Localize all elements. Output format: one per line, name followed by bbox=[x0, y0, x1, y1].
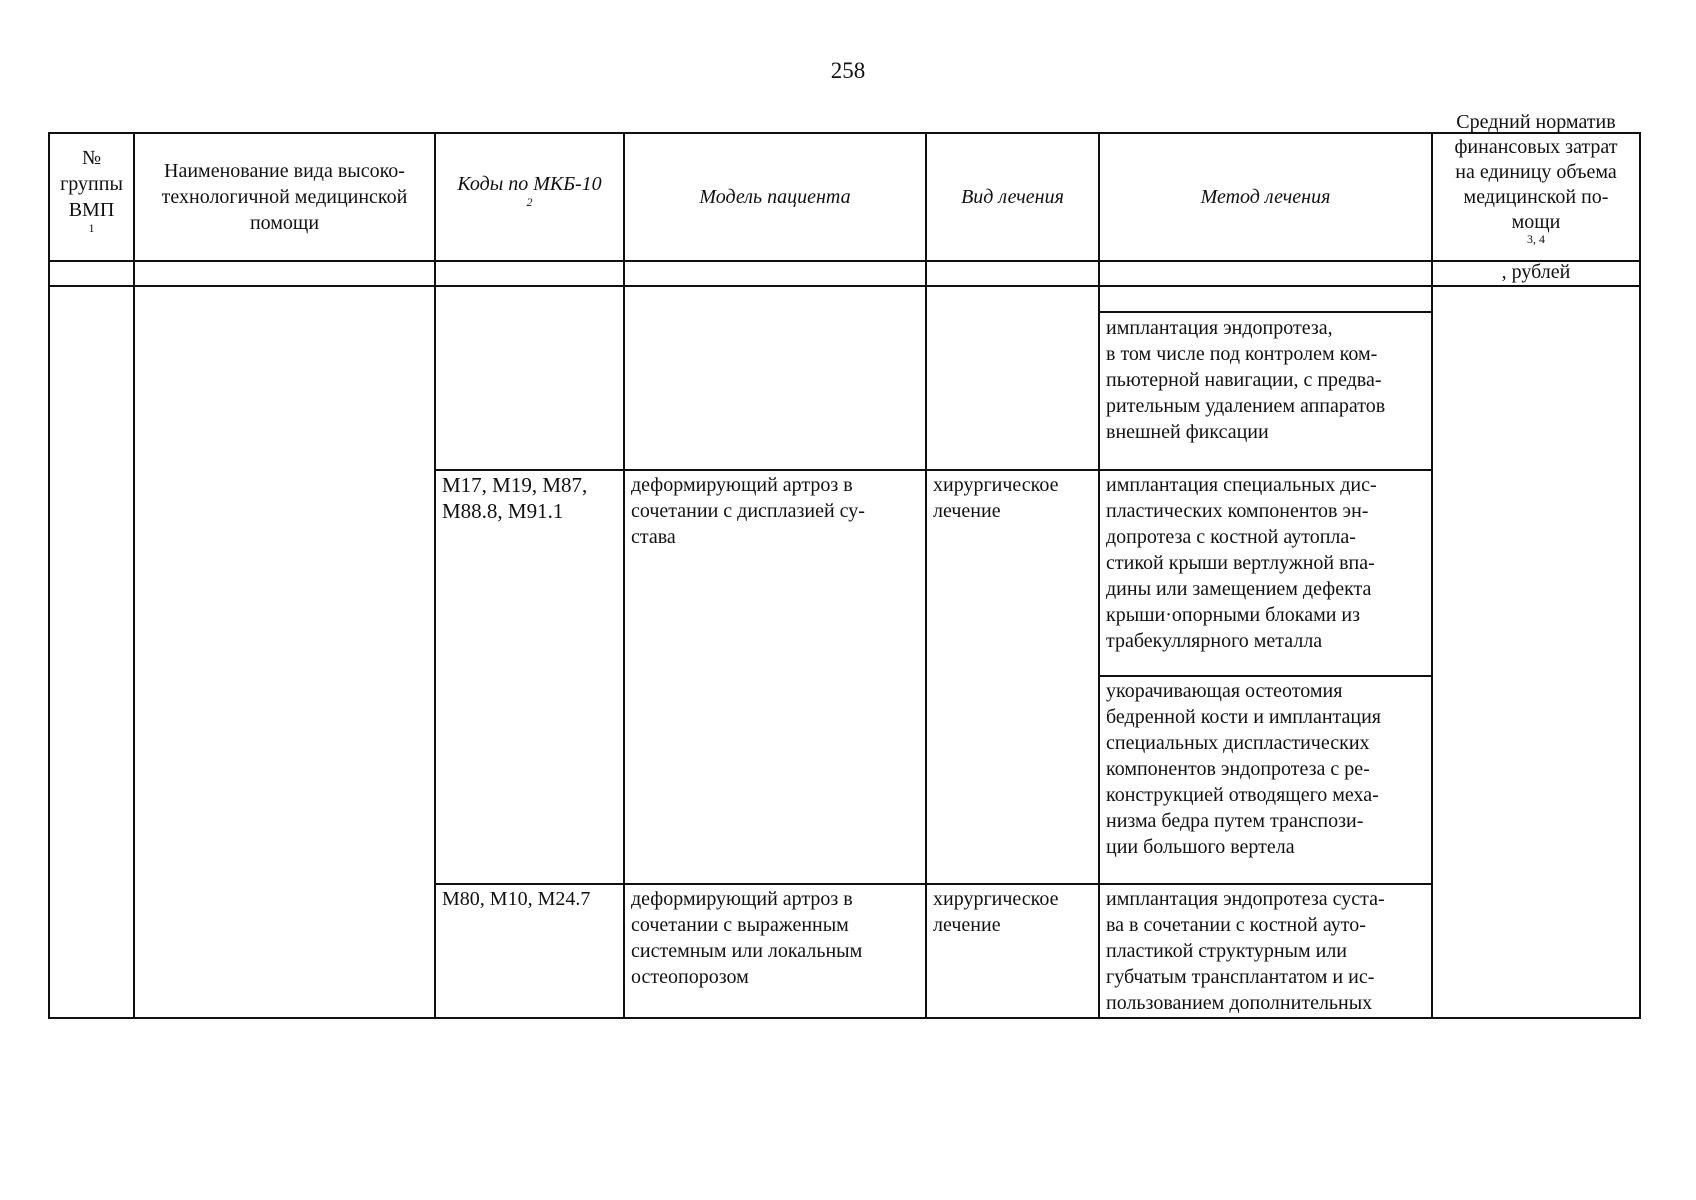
header-group-number-footnote: 1 bbox=[88, 221, 95, 236]
header-name bbox=[135, 134, 434, 260]
header-treatment-method bbox=[1100, 134, 1431, 260]
header-treatment-type-text: Вид лечения bbox=[961, 186, 1064, 208]
col-line-0 bbox=[48, 132, 50, 1019]
header-name-text: Наименование вида высоко- технологичной медицинской помощи bbox=[161, 160, 408, 234]
header-treatment-method-text: Метод лечения bbox=[1200, 186, 1331, 208]
table-bottom-border bbox=[48, 1017, 1641, 1019]
header-cost-text: Средний норматив финансовых затрат на единицу объема медицинской по- мощи bbox=[1454, 110, 1618, 233]
header-patient-model-text: Модель пациента bbox=[699, 186, 851, 208]
header-group-number-text: № группы ВМП bbox=[60, 147, 123, 221]
method-cell-2: укорачивающая остеотомия бедренной кости и имплантация специальных диспластических компонентов эндопротеза с ре- конструкцией отводящего меха- низма бедра путем транспози- ции большого вертела bbox=[1106, 680, 1381, 858]
spacer-row-bottom-border bbox=[48, 285, 1641, 287]
row-separator-codes-2 bbox=[434, 883, 1100, 885]
codes-cell-2: M80, M10, M24.7 bbox=[442, 888, 591, 910]
header-treatment-type bbox=[927, 134, 1098, 260]
type-cell-1: хирургическое лечение bbox=[933, 474, 1059, 522]
method-cell-3: имплантация эндопротеза суста- ва в сочетании с костной ауто- пластикой структурным или губчатым трансплантатом и ис- пользованием дополнительных bbox=[1106, 888, 1385, 1014]
model-cell-2: деформирующий артроз в сочетании с выраженным системным или локальным остеопорозом bbox=[631, 888, 863, 988]
header-group-number bbox=[50, 134, 133, 260]
header-bottom-border bbox=[48, 260, 1641, 262]
method-cell-1: имплантация специальных дис- пластических компонентов эн- допротеза с костной аутопла- стикой крыши вертлужной впа- дины или замещением дефекта крыши·опорными блоками из трабекуллярного металла bbox=[1106, 474, 1377, 652]
type-cell-2: хирургическое лечение bbox=[933, 888, 1059, 936]
codes-cell-1: M17, M19, M87, M88.8, M91.1 bbox=[442, 473, 588, 523]
col-line-6 bbox=[1431, 132, 1433, 1019]
header-cost-tail: , рублей bbox=[1501, 260, 1571, 283]
header-codes bbox=[436, 134, 623, 260]
row-separator-method-1 bbox=[1098, 469, 1433, 471]
header-codes-footnote: 2 bbox=[526, 195, 533, 210]
method-cell-0: имплантация эндопротеза, в том числе под контролем ком- пьютерной навигации, с предва- рительным удалением аппаратов внешней фиксации bbox=[1106, 317, 1386, 443]
header-patient-model bbox=[625, 134, 925, 260]
header-cost-footnote: 3, 4 bbox=[1526, 231, 1545, 246]
row-separator-method-2 bbox=[1098, 675, 1433, 677]
page-number: 258 bbox=[830, 58, 866, 83]
col-line-7 bbox=[1639, 132, 1641, 1019]
row-separator-method-3 bbox=[1098, 883, 1433, 885]
row-separator-method-0 bbox=[1098, 311, 1433, 313]
header-cost bbox=[1433, 110, 1639, 283]
header-codes-text: Коды по МКБ-10 bbox=[457, 173, 602, 195]
row-separator-codes-1 bbox=[434, 469, 1100, 471]
col-line-1 bbox=[133, 132, 135, 1019]
model-cell-1: деформирующий артроз в сочетании с дисплазией су- става bbox=[631, 474, 865, 548]
